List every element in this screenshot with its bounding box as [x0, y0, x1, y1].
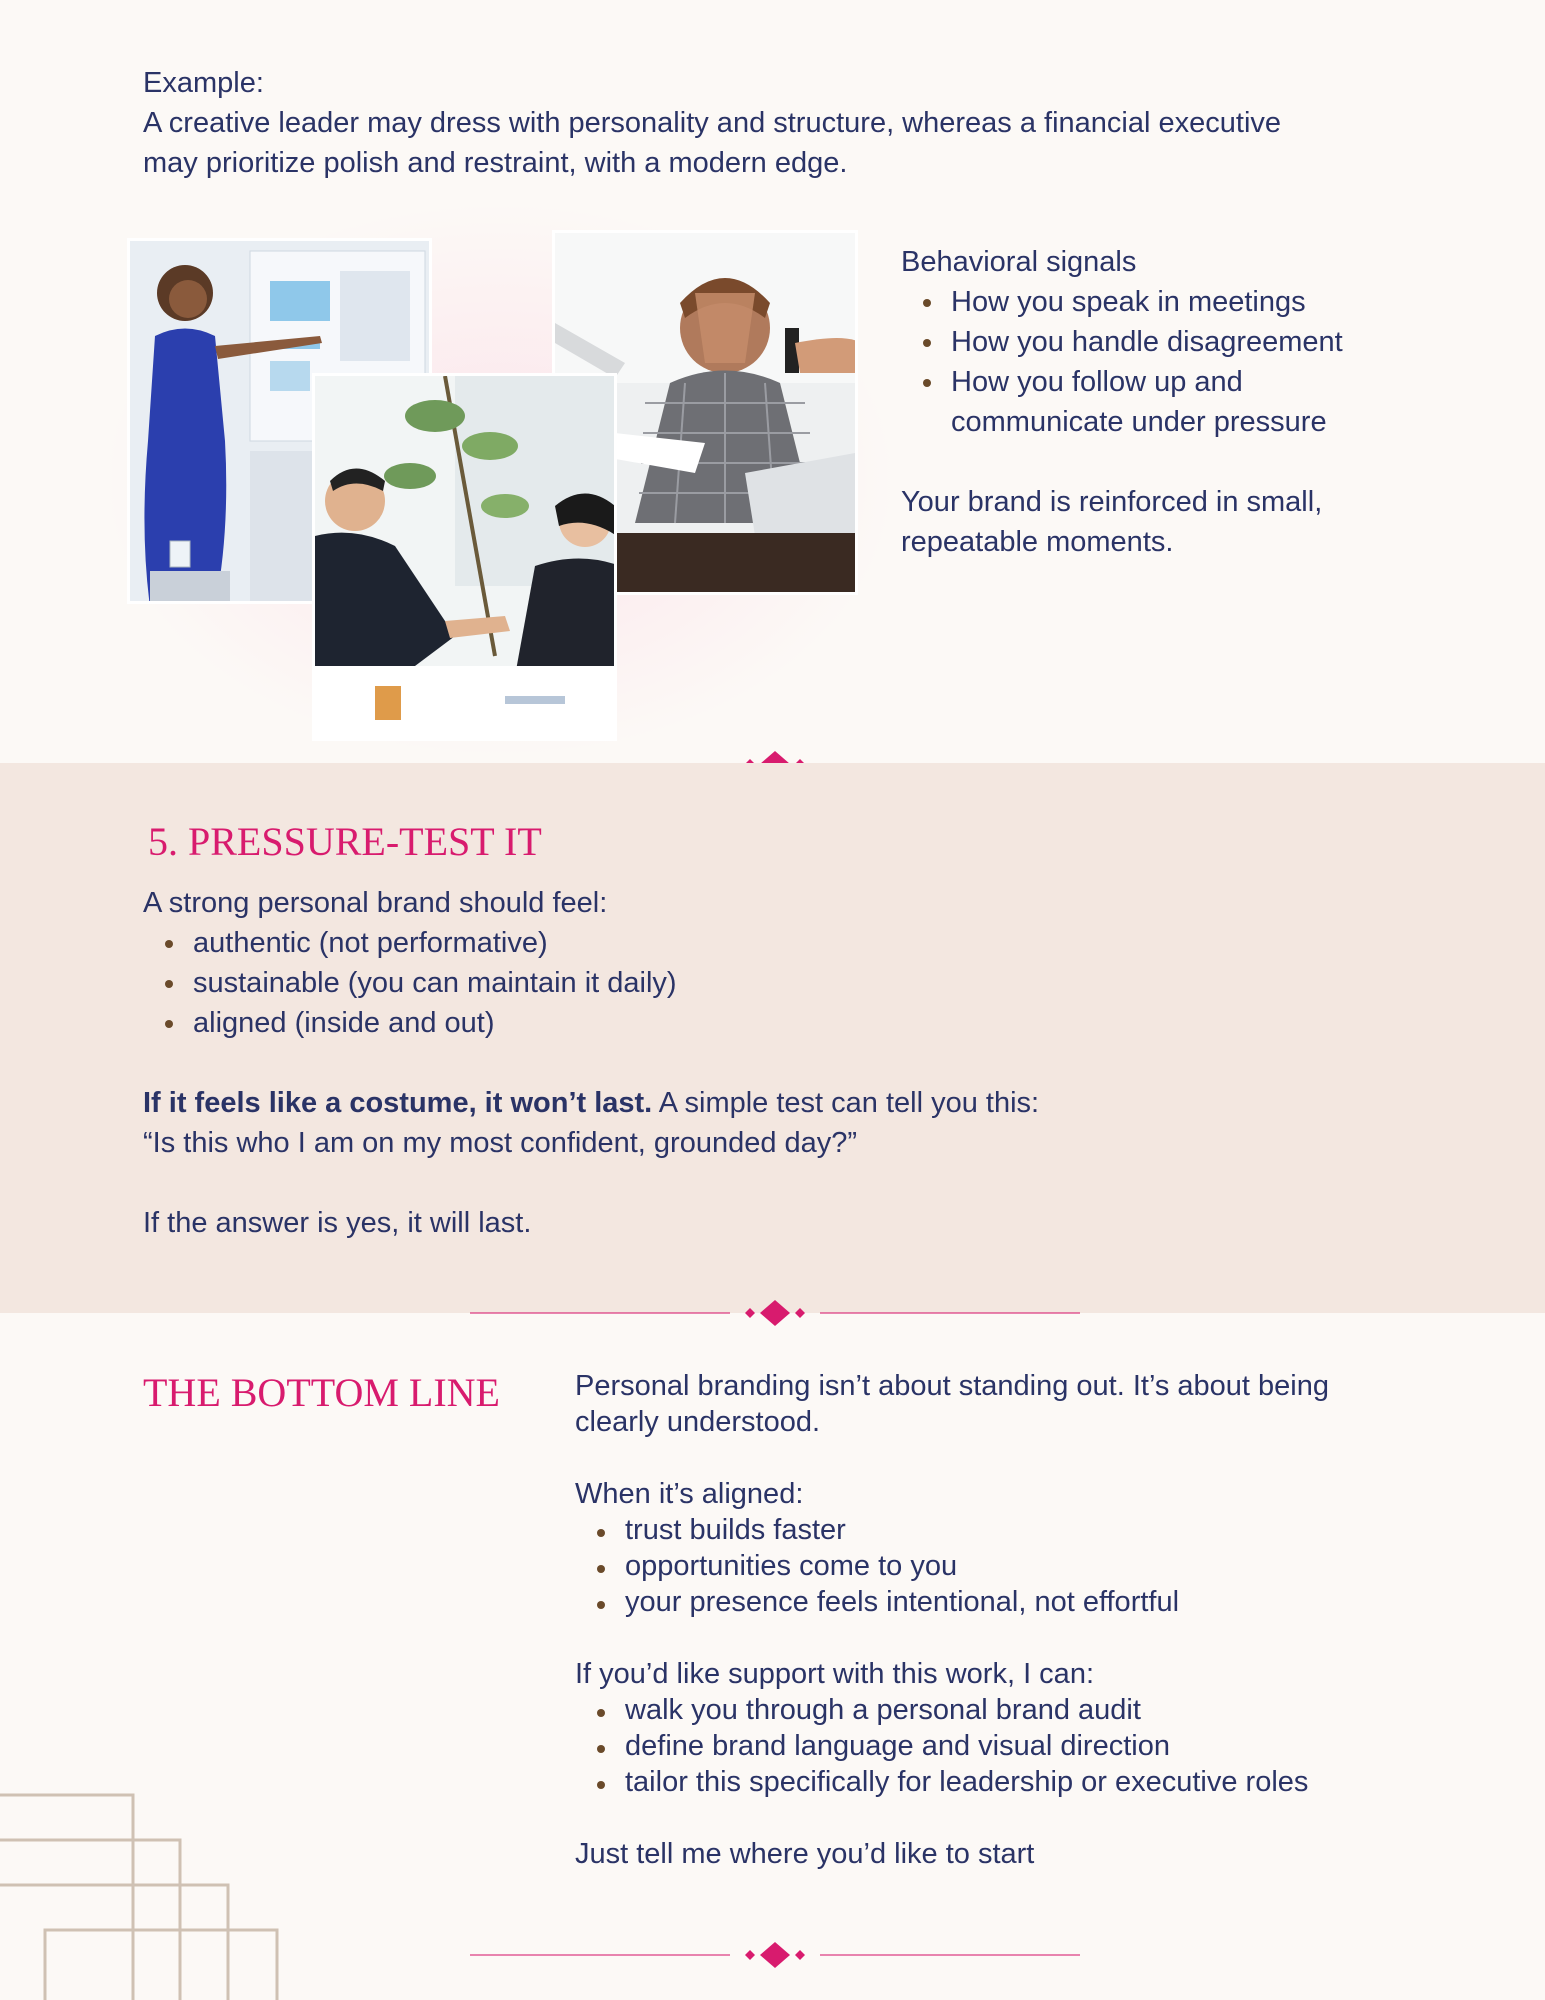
costume-test-line: [143, 1083, 1443, 1123]
confidence-quote: “Is this who I am on my most confident, grounded day?”: [143, 1127, 858, 1159]
ornament-divider-bottom: [470, 1940, 1080, 1970]
example-block: [143, 63, 1473, 183]
answer-line: If the answer is yes, it will last.: [143, 1207, 532, 1239]
pressure-test-intro: A strong personal brand should feel:: [143, 887, 608, 919]
closing-line: Just tell me where you’d like to start: [575, 1838, 1035, 1870]
bottom-paragraph-1a: Personal branding isn’t about standing out. It’s about being: [575, 1370, 1329, 1402]
support-intro: If you’d like support with this work, I can:: [575, 1658, 1094, 1690]
list-item: authentic (not performative): [143, 923, 1443, 963]
list-item: define brand language and visual direction: [575, 1728, 1495, 1764]
bottom-line-body: [575, 1368, 1495, 1872]
behavioral-signals: [901, 242, 1461, 562]
behavioral-closing-1: Your brand is reinforced in small,: [901, 486, 1323, 518]
list-item: How you handle disagreement: [901, 322, 1461, 362]
pressure-test-list: [143, 923, 1443, 1043]
support-list: [575, 1692, 1495, 1800]
list-item: walk you through a personal brand audit: [575, 1692, 1495, 1728]
costume-bold-text: If it feels like a costume, it won’t last.: [143, 1087, 653, 1119]
list-item: sustainable (you can maintain it daily): [143, 963, 1443, 1003]
list-item: trust builds faster: [575, 1512, 1495, 1548]
decorative-squares: [0, 1785, 290, 2000]
section-5-heading: 5. PRESSURE-TEST IT: [148, 819, 542, 864]
photo-handshake: [312, 373, 617, 741]
bottom-line-heading: THE BOTTOM LINE: [143, 1370, 500, 1415]
example-line-2: may prioritize polish and restraint, with a modern edge.: [143, 147, 848, 179]
list-item: tailor this specifically for leadership or executive roles: [575, 1764, 1495, 1800]
list-item-continued: communicate under pressure: [951, 406, 1327, 438]
list-item: How you follow up and: [901, 362, 1461, 402]
behavioral-list: [901, 282, 1461, 442]
example-label: Example:: [143, 67, 264, 99]
costume-rest-text: A simple test can tell you this:: [652, 1087, 1040, 1119]
aligned-intro: When it’s aligned:: [575, 1478, 804, 1510]
bottom-paragraph-1b: clearly understood.: [575, 1406, 821, 1438]
list-item: How you speak in meetings: [901, 282, 1461, 322]
behavioral-title: Behavioral signals: [901, 246, 1137, 278]
behavioral-closing-2: repeatable moments.: [901, 526, 1174, 558]
list-item: your presence feels intentional, not effortful: [575, 1584, 1495, 1620]
pressure-test-body: [143, 883, 1443, 1243]
aligned-list: [575, 1512, 1495, 1620]
list-item: opportunities come to you: [575, 1548, 1495, 1584]
example-line-1: A creative leader may dress with personality and structure, whereas a financial executive: [143, 107, 1282, 139]
handshake-image: [315, 376, 617, 741]
list-item: aligned (inside and out): [143, 1003, 1443, 1043]
ornament-divider-middle: [470, 1298, 1080, 1328]
